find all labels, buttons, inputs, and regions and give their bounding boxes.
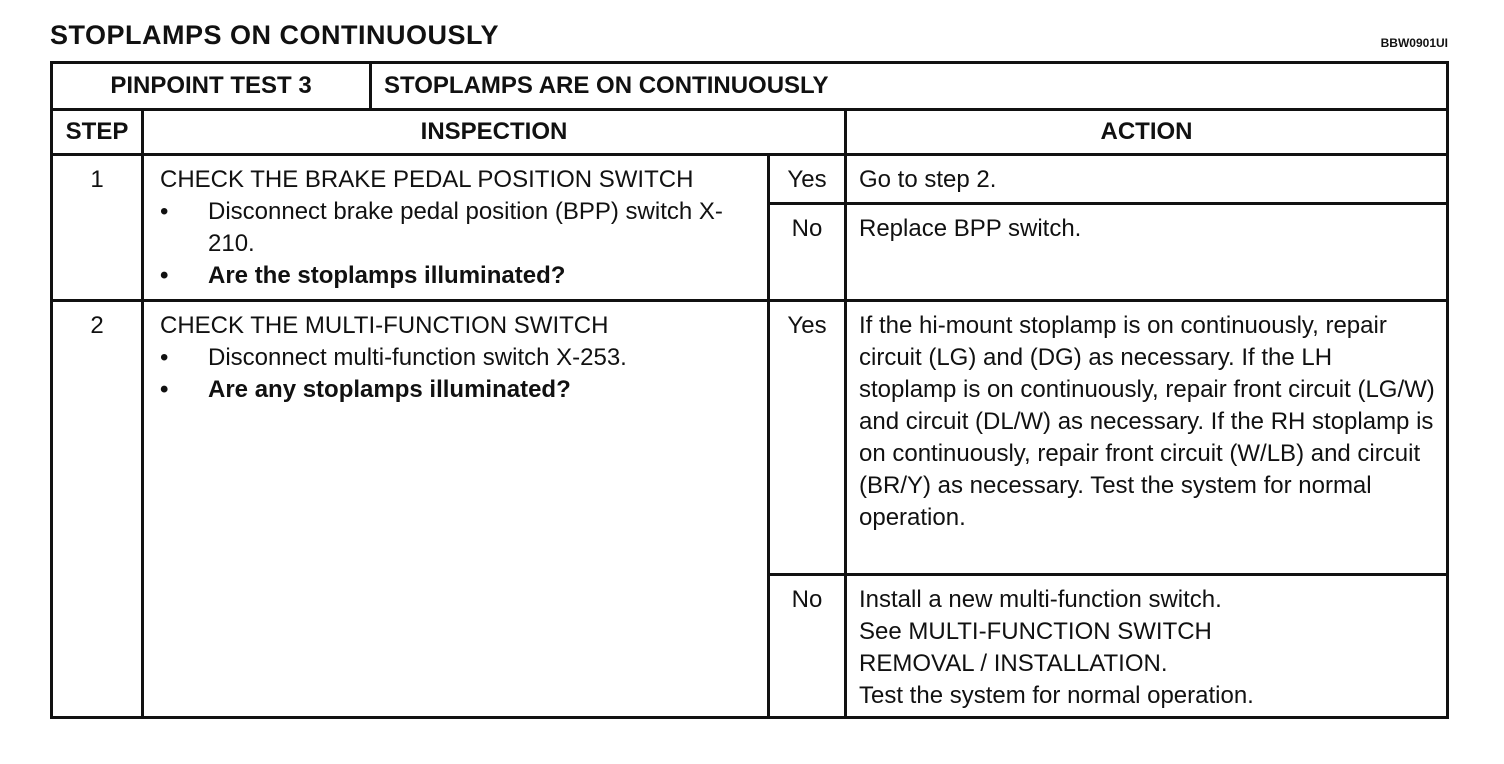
action-cell [846,575,1448,718]
answer-no: No [769,575,846,718]
step-column-header: STEP [52,110,143,155]
table-row [52,301,1448,575]
figure-code: BBW0901UI [1380,36,1448,50]
action-cell: Replace BPP switch. [846,204,1448,301]
inspection-cell [143,301,769,718]
answer-yes: Yes [769,301,846,575]
step-number: 2 [52,301,143,718]
page-title: STOPLAMPS ON CONTINUOUSLY [50,20,500,50]
inspection-question: • Are the stoplamps illuminated? [160,260,757,292]
action-column-header: ACTION [846,110,1448,155]
action-line: Install a new multi-function switch. [859,586,1222,613]
action-cell: Go to step 2. [846,155,1448,204]
inspection-bullet: • Disconnect multi-function switch X-253. [160,342,757,374]
pinpoint-test-table [50,61,1449,719]
inspection-cell [143,155,769,301]
action-cell: If the hi-mount stoplamp is on continuously, repair circuit (LG) and (DG) as necessary. If the LH stoplamp is on continuously, repair front circuit (LG/W) and circuit (DL/W) as necessary. If the RH stoplamp is on continuously, repair front circuit (W/LB) and circuit (BR/Y) as necessary. Test the system for normal operation. [846,301,1448,575]
pinpoint-label: PINPOINT TEST 3 [52,63,371,110]
action-line: See MULTI-FUNCTION SWITCH [859,618,1212,645]
step-number: 1 [52,155,143,301]
answer-yes: Yes [769,155,846,204]
inspection-question: • Are any stoplamps illuminated? [160,374,757,406]
pinpoint-description: STOPLAMPS ARE ON CONTINUOUSLY [371,63,1448,110]
table-row [52,155,1448,204]
inspection-bullet: • Disconnect brake pedal position (BPP) switch X-210. [160,196,757,260]
inspection-heading: CHECK THE MULTI-FUNCTION SWITCH [160,312,609,339]
answer-no: No [769,204,846,301]
inspection-column-header: INSPECTION [143,110,846,155]
inspection-heading: CHECK THE BRAKE PEDAL POSITION SWITCH [160,166,694,193]
action-line: REMOVAL / INSTALLATION. [859,650,1168,677]
action-line: Test the system for normal operation. [859,682,1254,709]
